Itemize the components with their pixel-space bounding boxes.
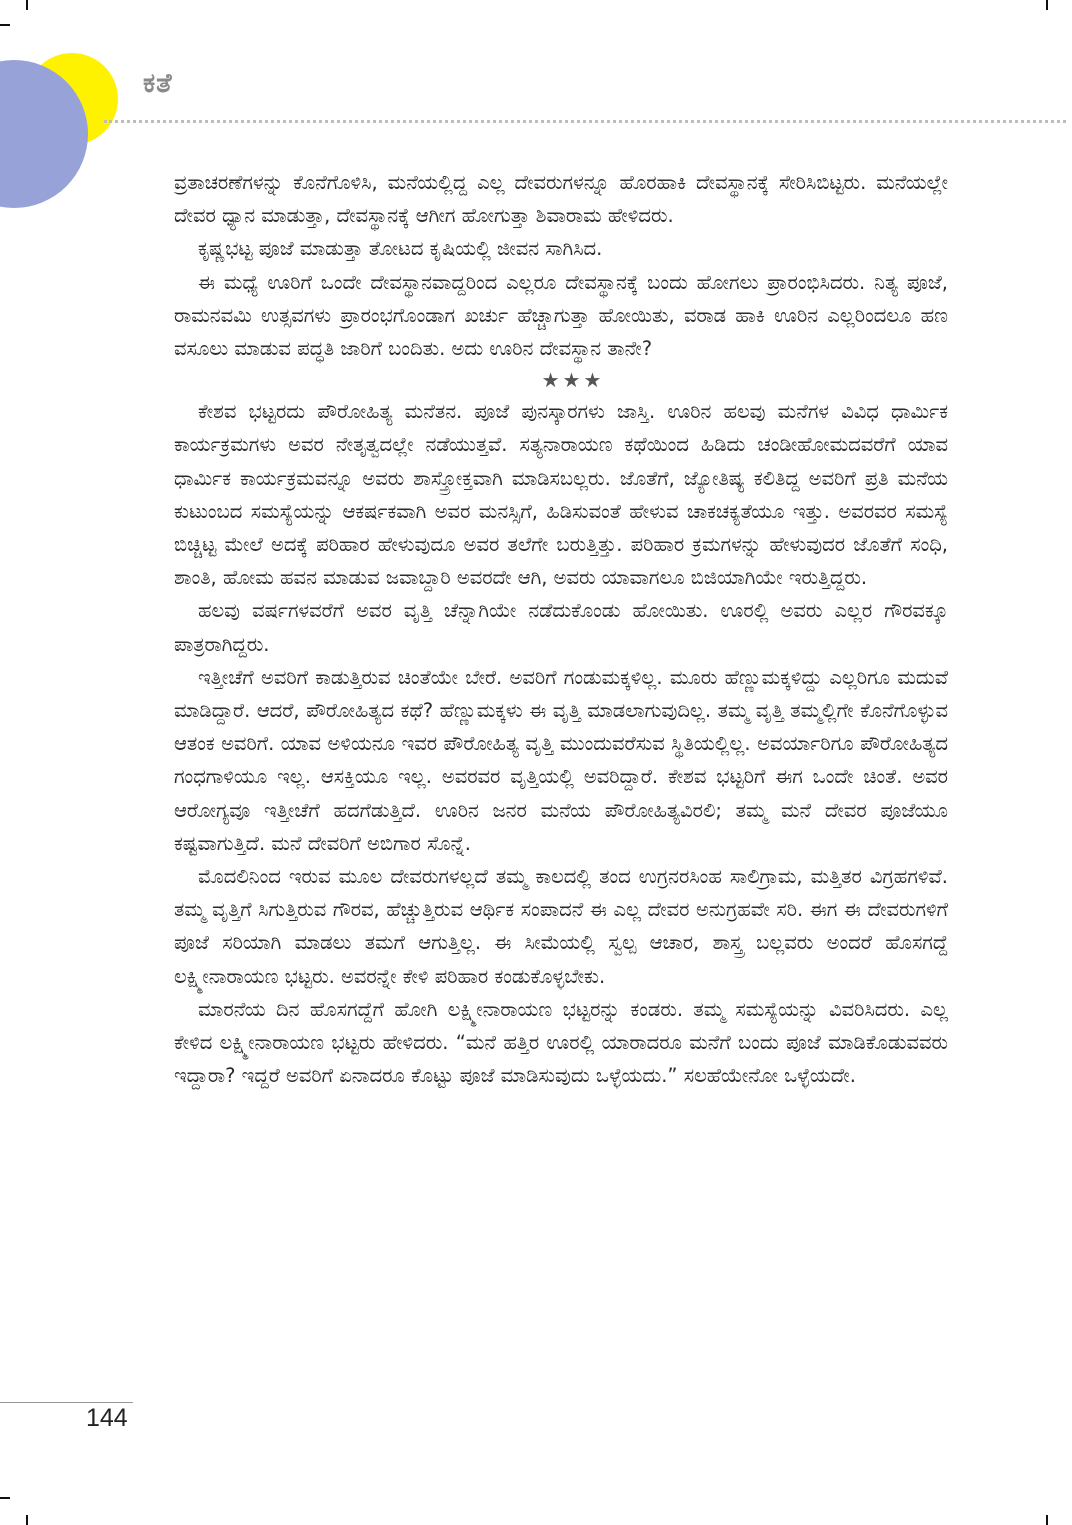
section-break-stars: ★★★ — [541, 368, 605, 393]
section-title: ಕತೆ — [143, 68, 173, 99]
paragraph: ವ್ರತಾಚರಣೆಗಳನ್ನು ಕೊನೆಗೊಳಿಸಿ, ಮನೆಯಲ್ಲಿದ್ದ ಎಲ್ಲ ದೇವರುಗಳನ್ನೂ ಹೊರಹಾಕಿ ದೇವಸ್ಥಾನಕ್ಕೆ ಸೇರಿಸಿಬಿಟ್ಟರು. ಮನೆಯಲ್ಲೇ ದೇವರ ಧ್ಯಾನ ಮಾಡುತ್ತಾ, ದೇವಸ್ಥಾನಕ್ಕೆ ಆಗೀಗ ಹೋಗುತ್ತಾ ಶಿವಾರಾಮ ಹೇಳಿದರು. — [174, 171, 948, 228]
footer-rule — [0, 1402, 133, 1403]
page-number: 144 — [86, 1404, 128, 1432]
crop-mark-top-left — [26, 0, 28, 10]
crop-mark-left-lower — [0, 1497, 10, 1499]
story-text — [174, 166, 948, 1092]
paragraph: ಹಲವು ವರ್ಷಗಳವರೆಗೆ ಅವರ ವೃತ್ತಿ ಚೆನ್ನಾಗಿಯೇ ನಡೆದುಕೊಂಡು ಹೋಯಿತು. ಊರಲ್ಲಿ ಅವರು ಎಲ್ಲರ ಗೌರವಕ್ಕೂ ಪಾತ್ರರಾಗಿದ್ದರು. — [174, 599, 948, 656]
paragraph: ಈ ಮಧ್ಯೆ ಊರಿಗೆ ಒಂದೇ ದೇವಸ್ಥಾನವಾದ್ದರಿಂದ ಎಲ್ಲರೂ ದೇವಸ್ಥಾನಕ್ಕೆ ಬಂದು ಹೋಗಲು ಪ್ರಾರಂಭಿಸಿದರು. ನಿತ್ಯ ಪೂಜೆ, ರಾಮನವಮಿ ಉತ್ಸವಗಳು ಪ್ರಾರಂಭಗೊಂಡಾಗ ಖರ್ಚು ಹೆಚ್ಚಾಗುತ್ತಾ ಹೋಯಿತು, ವರಾಡ ಹಾಕಿ ಊರಿನ ಎಲ್ಲರಿಂದಲೂ ಹಣ ವಸೂಲು ಮಾಡುವ ಪದ್ಧತಿ ಜಾರಿಗೆ ಬಂದಿತು. ಅದು ಊರಿನ ದೇವಸ್ಥಾನ ತಾನೇ? — [174, 270, 948, 361]
crop-mark-bottom-left — [26, 1515, 28, 1525]
crop-mark-bottom-right — [1046, 1515, 1048, 1525]
paragraph: ಮಾರನೆಯ ದಿನ ಹೊಸಗದ್ದೆಗೆ ಹೋಗಿ ಲಕ್ಷ್ಮೀನಾರಾಯಣ ಭಟ್ಟರನ್ನು ಕಂಡರು. ತಮ್ಮ ಸಮಸ್ಯೆಯನ್ನು ವಿವರಿಸಿದರು. ಎಲ್ಲ ಕೇಳಿದ ಲಕ್ಷ್ಮೀನಾರಾಯಣ ಭಟ್ಟರು ಹೇಳಿದರು. “ಮನೆ ಹತ್ತಿರ ಊರಲ್ಲಿ ಯಾರಾದರೂ ಮನೆಗೆ ಬಂದು ಪೂಜೆ ಮಾಡಿಕೊಡುವವರು ಇದ್ದಾರಾ? ಇದ್ದರೆ ಅವರಿಗೆ ಏನಾದರೂ ಕೊಟ್ಟು ಪೂಜೆ ಮಾಡಿಸುವುದು ಒಳ್ಳೆಯದು.” ಸಲಹೆಯೇನೋ ಒಳ್ಳೆಯದೇ. — [174, 997, 948, 1088]
paragraph: ಕೇಶವ ಭಟ್ಟರದು ಪೌರೋಹಿತ್ಯ ಮನೆತನ. ಪೂಜೆ ಪುನಸ್ಕಾರಗಳು ಜಾಸ್ತಿ. ಊರಿನ ಹಲವು ಮನೆಗಳ ವಿವಿಧ ಧಾರ್ಮಿಕ ಕಾರ್ಯಕ್ರಮಗಳು ಅವರ ನೇತೃತ್ವದಲ್ಲೇ ನಡೆಯುತ್ತವೆ. ಸತ್ಯನಾರಾಯಣ ಕಥೆಯಿಂದ ಹಿಡಿದು ಚಂಡೀಹೋಮದವರೆಗೆ ಯಾವ ಧಾರ್ಮಿಕ ಕಾರ್ಯಕ್ರಮವನ್ನೂ ಅವರು ಶಾಸ್ತ್ರೋಕ್ತವಾಗಿ ಮಾಡಿಸಬಲ್ಲರು. ಜೊತೆಗೆ, ಜ್ಯೋತಿಷ್ಯ ಕಲಿತಿದ್ದ ಅವರಿಗೆ ಪ್ರತಿ ಮನೆಯ ಕುಟುಂಬದ ಸಮಸ್ಯೆಯನ್ನು ಆಕರ್ಷಕವಾಗಿ ಅವರ ಮನಸ್ಸಿಗೆ, ಹಿಡಿಸುವಂತೆ ಹೇಳುವ ಚಾಕಚಕ್ಯತೆಯೂ ಇತ್ತು. ಅವರವರ ಸಮಸ್ಯೆ ಬಿಚ್ಚಿಟ್ಟ ಮೇಲೆ ಅದಕ್ಕೆ ಪರಿಹಾರ ಹೇಳುವುದೂ ಅವರ ತಲೆಗೇ ಬರುತ್ತಿತ್ತು. ಪರಿಹಾರ ಕ್ರಮಗಳನ್ನು ಹೇಳುವುದರ ಜೊತೆಗೆ ಸಂಧಿ, ಶಾಂತಿ, ಹೋಮ ಹವನ ಮಾಡುವ ಜವಾಬ್ದಾರಿ ಅವರದೇ ಆಗಿ, ಅವರು ಯಾವಾಗಲೂ ಬಿಜಿಯಾಗಿಯೇ ಇರುತ್ತಿದ್ದರು. — [174, 400, 948, 590]
header-dotted-rule — [104, 120, 1066, 123]
paragraph: ಇತ್ತೀಚೆಗೆ ಅವರಿಗೆ ಕಾಡುತ್ತಿರುವ ಚಿಂತೆಯೇ ಬೇರೆ. ಅವರಿಗೆ ಗಂಡುಮಕ್ಕಳಿಲ್ಲ. ಮೂರು ಹೆಣ್ಣುಮಕ್ಕಳಿದ್ದು ಎಲ್ಲರಿಗೂ ಮದುವೆ ಮಾಡಿದ್ದಾರೆ. ಆದರೆ, ಪೌರೋಹಿತ್ಯದ ಕಥೆ? ಹೆಣ್ಣುಮಕ್ಕಳು ಈ ವೃತ್ತಿ ಮಾಡಲಾಗುವುದಿಲ್ಲ. ತಮ್ಮ ವೃತ್ತಿ ತಮ್ಮಲ್ಲಿಗೇ ಕೊನೆಗೊಳ್ಳುವ ಆತಂಕ ಅವರಿಗೆ. ಯಾವ ಅಳಿಯನೂ ಇವರ ಪೌರೋಹಿತ್ಯ ವೃತ್ತಿ ಮುಂದುವರೆಸುವ ಸ್ಥಿತಿಯಲ್ಲಿಲ್ಲ. ಅವರ್ಯಾರಿಗೂ ಪೌರೋಹಿತ್ಯದ ಗಂಧಗಾಳಿಯೂ ಇಲ್ಲ. ಆಸಕ್ತಿಯೂ ಇಲ್ಲ. ಅವರವರ ವೃತ್ತಿಯಲ್ಲಿ ಅವರಿದ್ದಾರೆ. ಕೇಶವ ಭಟ್ಟರಿಗೆ ಈಗ ಒಂದೇ ಚಿಂತೆ. ಅವರ ಆರೋಗ್ಯವೂ ಇತ್ತೀಚೆಗೆ ಹದಗೆಡುತ್ತಿದೆ. ಊರಿನ ಜನರ ಮನೆಯ ಪೌರೋಹಿತ್ಯವಿರಲಿ; ತಮ್ಮ ಮನೆ ದೇವರ ಪೂಜೆಯೂ ಕಷ್ಟವಾಗುತ್ತಿದೆ. ಮನೆ ದೇವರಿಗೆ ಅಬಿಗಾರ ಸೊನ್ನೆ. — [174, 665, 948, 855]
paragraph: ಮೊದಲಿನಿಂದ ಇರುವ ಮೂಲ ದೇವರುಗಳಲ್ಲದೆ ತಮ್ಮ ಕಾಲದಲ್ಲಿ ತಂದ ಉಗ್ರನರಸಿಂಹ ಸಾಲಿಗ್ರಾಮ, ಮತ್ತಿತರ ವಿಗ್ರಹಗಳಿವೆ. ತಮ್ಮ ವೃತ್ತಿಗೆ ಸಿಗುತ್ತಿರುವ ಗೌರವ, ಹೆಚ್ಚುತ್ತಿರುವ ಆರ್ಥಿಕ ಸಂಪಾದನೆ ಈ ಎಲ್ಲ ದೇವರ ಅನುಗ್ರಹವೇ ಸರಿ. ಈಗ ಈ ದೇವರುಗಳಿಗೆ ಪೂಜೆ ಸರಿಯಾಗಿ ಮಾಡಲು ತಮಗೆ ಆಗುತ್ತಿಲ್ಲ. ಈ ಸೀಮೆಯಲ್ಲಿ ಸ್ವಲ್ಪ ಆಚಾರ, ಶಾಸ್ತ್ರ ಬಲ್ಲವರು ಅಂದರೆ ಹೊಸಗದ್ದೆ ಲಕ್ಷ್ಮೀನಾರಾಯಣ ಭಟ್ಟರು. ಅವರನ್ನೇ ಕೇಳಿ ಪರಿಹಾರ ಕಂಡುಕೊಳ್ಳಬೇಕು. — [174, 865, 948, 988]
crop-mark-top-right — [1046, 0, 1048, 10]
paragraph: ಕೃಷ್ಣಭಟ್ಟ ಪೂಜೆ ಮಾಡುತ್ತಾ ತೋಟದ ಕೃಷಿಯಲ್ಲಿ ಜೀವನ ಸಾಗಿಸಿದ. — [198, 237, 603, 261]
crop-mark-left-upper — [0, 24, 10, 26]
